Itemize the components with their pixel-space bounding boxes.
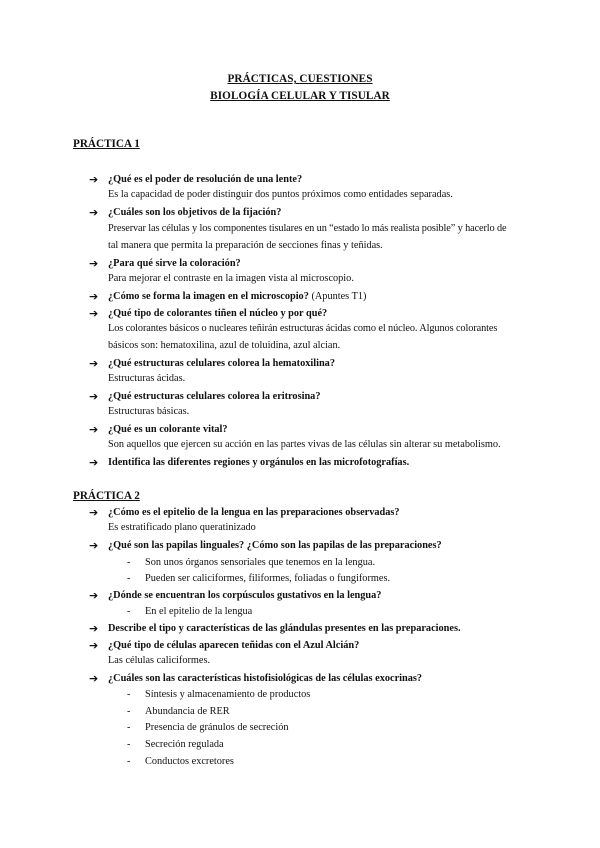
dash-bullet: - [127, 606, 131, 617]
question [89, 589, 382, 602]
arrow-icon: ➔ [89, 307, 99, 320]
question-text: ¿Dónde se encuentran los corpúsculos gustativos en la lengua? [108, 590, 382, 601]
dash-bullet: - [127, 557, 131, 568]
list-item-text: Abundancia de RER [145, 706, 230, 717]
question [89, 423, 228, 436]
arrow-icon: ➔ [89, 456, 99, 469]
section-heading-practica-2: PRÁCTICA 2 [73, 490, 140, 502]
answer-text: tal manera que permita la preparación de secciones finas y teñidas. [108, 240, 383, 251]
question [89, 506, 400, 519]
question-text: ¿Qué es un colorante vital? [108, 424, 228, 435]
arrow-icon: ➔ [89, 357, 99, 370]
question [89, 639, 360, 652]
list-item-text: Síntesis y almacenamiento de productos [145, 689, 311, 700]
question-text: ¿Cuáles son las características histofisiológicas de las células exocrinas? [108, 673, 423, 684]
dash-bullet: - [127, 756, 131, 767]
question-note: (Apuntes T1) [311, 291, 367, 302]
arrow-icon: ➔ [89, 589, 99, 602]
answer-text: Estructuras básicas. [108, 406, 190, 417]
question-text: ¿Cómo es el epitelio de la lengua en las preparaciones observadas? [108, 507, 400, 518]
question-text: ¿Cómo se forma la imagen en el microscopio? [108, 291, 309, 302]
question-text: Identifica las diferentes regiones y orgánulos en las microfotografías. [108, 457, 410, 468]
dash-bullet: - [127, 722, 131, 733]
list-item [127, 689, 311, 700]
document-title-line1: PRÁCTICAS, CUESTIONES [227, 73, 373, 85]
arrow-icon: ➔ [89, 672, 99, 685]
question-text: ¿Qué es el poder de resolución de una lente? [108, 174, 303, 185]
question [89, 390, 321, 403]
dash-bullet: - [127, 573, 131, 584]
list-item-text: Presencia de gránulos de secreción [145, 722, 289, 733]
question [89, 290, 367, 303]
answer-text: Es estratificado plano queratinizado [108, 522, 256, 533]
list-item-text: Pueden ser caliciformes, filiformes, foliadas o fungiformes. [145, 573, 391, 584]
list-item [127, 706, 230, 717]
question-text: ¿Qué tipo de colorantes tiñen el núcleo y por qué? [108, 308, 328, 319]
dash-bullet: - [127, 706, 131, 717]
answer-text: Preservar las células y los componentes tisulares en un “estado lo más realista posible” y hacerlo de [108, 223, 507, 234]
question [89, 456, 410, 469]
arrow-icon: ➔ [89, 206, 99, 219]
answer-text: Estructuras ácidas. [108, 373, 186, 384]
section-heading-practica-1: PRÁCTICA 1 [73, 138, 140, 150]
arrow-icon: ➔ [89, 173, 99, 186]
arrow-icon: ➔ [89, 390, 99, 403]
question-text: ¿Para qué sirve la coloración? [108, 258, 241, 269]
list-item [127, 722, 289, 733]
answer-text: Es la capacidad de poder distinguir dos puntos próximos como entidades separadas. [108, 189, 453, 200]
question [89, 539, 442, 552]
question-text: ¿Qué estructuras celulares colorea la eritrosina? [108, 391, 321, 402]
question-text: ¿Qué estructuras celulares colorea la hematoxilina? [108, 358, 335, 369]
question [89, 307, 328, 320]
question [89, 206, 282, 219]
list-item [127, 573, 391, 584]
question [89, 257, 241, 270]
question [89, 173, 303, 186]
question [89, 357, 335, 370]
answer-text: básicos son: hematoxilina, azul de toluidina, azul alcian. [108, 340, 341, 351]
list-item-text: Secreción regulada [145, 739, 224, 750]
question [89, 622, 461, 635]
arrow-icon: ➔ [89, 423, 99, 436]
list-item [127, 606, 253, 617]
answer-text: Son aquellos que ejercen su acción en las partes vivas de las células sin alterar su metabolismo. [108, 439, 501, 450]
arrow-icon: ➔ [89, 622, 99, 635]
list-item-text: Son unos órganos sensoriales que tenemos en la lengua. [145, 557, 376, 568]
answer-text: Las células caliciformes. [108, 655, 211, 666]
question-text: Describe el tipo y características de las glándulas presentes en las preparaciones. [108, 623, 461, 634]
dash-bullet: - [127, 689, 131, 700]
answer-text: Para mejorar el contraste en la imagen vista al microscopio. [108, 273, 354, 284]
arrow-icon: ➔ [89, 639, 99, 652]
arrow-icon: ➔ [89, 506, 99, 519]
dash-bullet: - [127, 739, 131, 750]
list-item [127, 739, 224, 750]
question-text: ¿Cuáles son los objetivos de la fijación? [108, 207, 282, 218]
list-item [127, 756, 234, 767]
arrow-icon: ➔ [89, 257, 99, 270]
list-item-text: En el epitelio de la lengua [145, 606, 253, 617]
list-item-text: Conductos excretores [145, 756, 234, 767]
arrow-icon: ➔ [89, 290, 99, 303]
list-item [127, 557, 376, 568]
answer-text: Los colorantes básicos o nucleares teñirán estructuras ácidas como el núcleo. Algunos colorantes [108, 323, 498, 334]
document-title-line2: BIOLOGÍA CELULAR Y TISULAR [210, 90, 390, 102]
question [89, 672, 423, 685]
arrow-icon: ➔ [89, 539, 99, 552]
question-text: ¿Qué tipo de células aparecen teñidas con el Azul Alcián? [108, 640, 360, 651]
question-text: ¿Qué son las papilas linguales? ¿Cómo son las papilas de las preparaciones? [108, 540, 442, 551]
